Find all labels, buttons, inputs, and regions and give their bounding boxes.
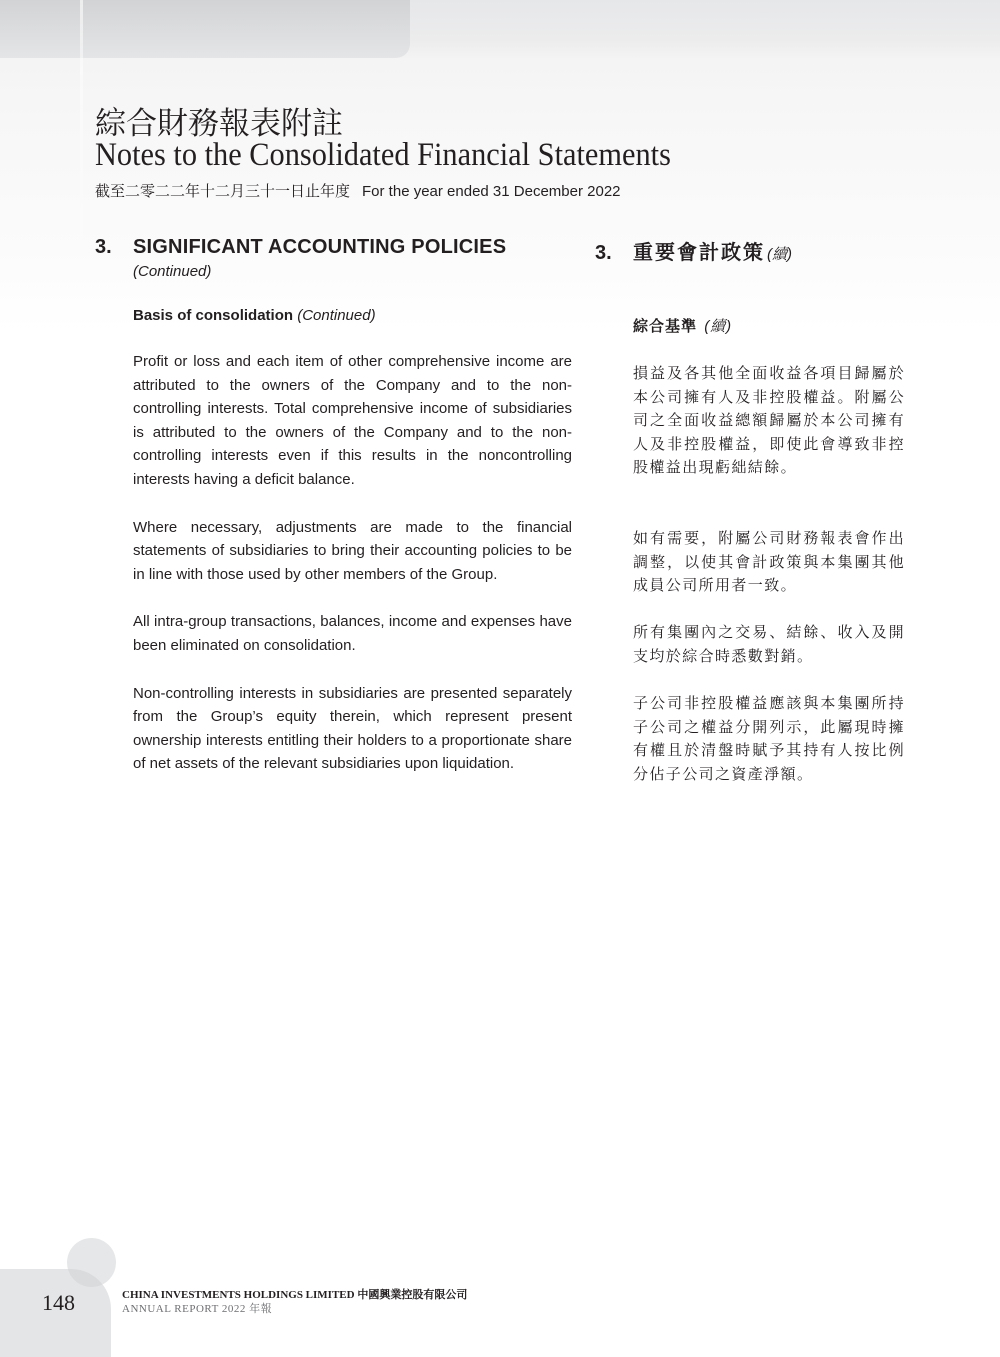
- period-zh: 截至二零二二年十二月三十一日止年度: [95, 183, 351, 200]
- english-column: [95, 236, 572, 776]
- period-en: For the year ended 31 December 2022: [362, 183, 621, 200]
- paragraph-en-1: Profit or loss and each item of other comprehensive income are attributed to the owners of the Company and to the non-controlling interests. Total comprehensive income of subsidiaries is attributed to the owners of the Company and to the non-controlling interests even if this results in the noncontrolling interests having a deficit balance.: [133, 353, 572, 488]
- subheading-text: Basis of consolidation: [133, 307, 294, 324]
- footer-circle-decoration: [67, 1238, 116, 1287]
- paragraph-en-4: Non-controlling interests in subsidiaries are presented separately from the Group’s equity therein, which represent present ownership interests entitling their holders to a proportionate share of net assets of the relevant subsidiaries upon liquidation.: [133, 684, 572, 773]
- chinese-column: [595, 236, 907, 786]
- header-line-decoration: [80, 0, 83, 300]
- subheading-text-zh: 綜合基準: [633, 318, 698, 335]
- footer-company-name: CHINA INVESTMENTS HOLDINGS LIMITED 中國興業控股有限公司: [122, 1289, 468, 1301]
- page-number: 148: [42, 1290, 75, 1315]
- section-title: SIGNIFICANT ACCOUNTING POLICIES: [133, 236, 507, 258]
- section-number: 3.: [95, 236, 112, 258]
- subheading-continued-zh: (續): [704, 318, 733, 335]
- paragraph-en-2: Where necessary, adjustments are made to the financial statements of subsidiaries to bring their accounting policies to be in line with those used by other members of the Group.: [133, 518, 572, 583]
- subheading-zh: [633, 315, 907, 336]
- paragraph-zh-2: 如有需要，附屬公司財務報表會作出調整，以使其會計政策與本集團其他成員公司所用者一致。: [633, 530, 905, 595]
- paragraph-zh-4: 子公司非控股權益應該與本集團所持子公司之權益分開列示，此屬現時擁有權且於清盤時賦予其持有人按比例分佔子公司之資產淨額。: [633, 695, 905, 783]
- section-title-zh: 重要會計政策: [633, 242, 765, 264]
- section-continued: (Continued): [133, 263, 212, 280]
- period-line: [95, 180, 621, 201]
- footer-report-title: ANNUAL REPORT 2022 年報: [122, 1303, 273, 1315]
- section-heading-zh: [595, 236, 907, 265]
- page-title-en: Notes to the Consolidated Financial Statements: [95, 137, 671, 173]
- paragraph-zh-1: 損益及各其他全面收益各項目歸屬於本公司擁有人及非控股權益。附屬公司之全面收益總額歸屬於本公司擁有人及非控股權益，即使此會導致非控股權益出現虧絀結餘。: [633, 365, 905, 477]
- section-continued-zh: (續): [767, 246, 792, 263]
- header-tab-decoration: [0, 0, 410, 58]
- paragraph-zh-3: 所有集團內之交易、結餘、收入及開支均於綜合時悉數對銷。: [633, 624, 905, 665]
- paragraph-en-3: All intra-group transactions, balances, income and expenses have been eliminated on consolidation.: [133, 613, 572, 654]
- subheading-en: [133, 307, 572, 324]
- section-number-zh: 3.: [595, 242, 612, 264]
- subheading-continued: (Continued): [297, 307, 376, 324]
- section-heading-en: [95, 236, 572, 259]
- page-title-zh: 綜合財務報表附註: [95, 106, 343, 142]
